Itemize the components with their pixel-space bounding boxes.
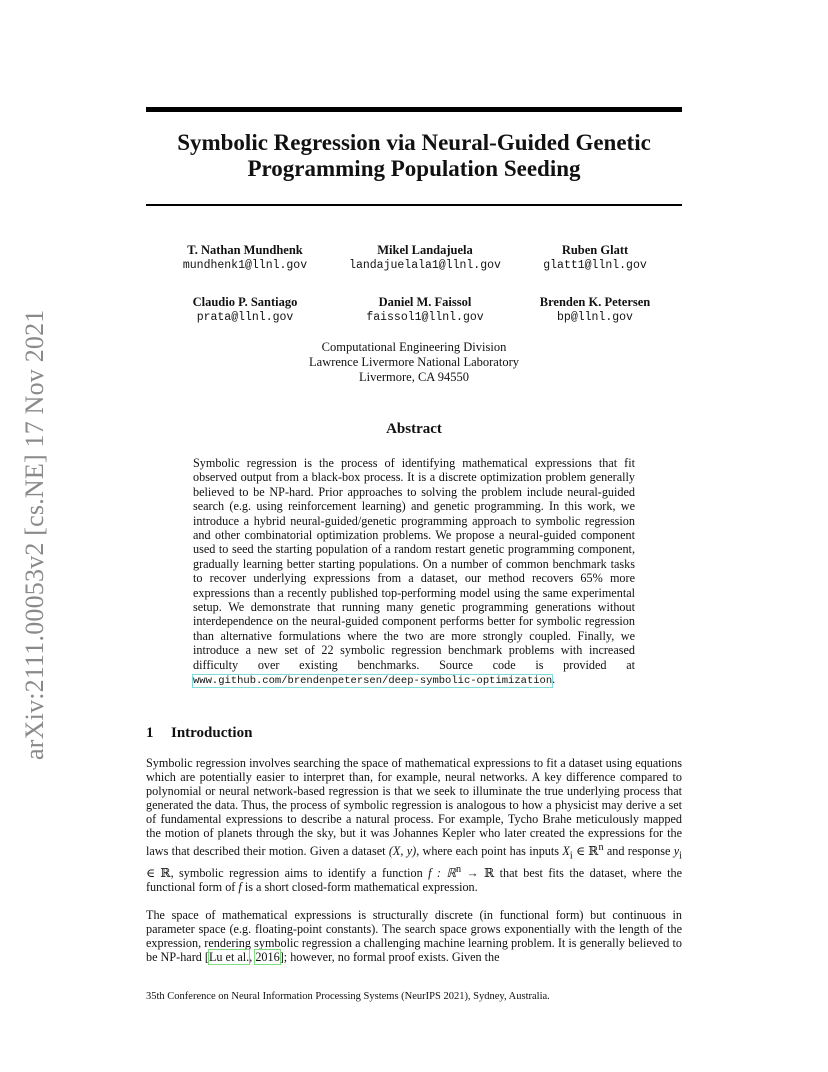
source-code-link[interactable]: www.github.com/brendenpetersen/deep-symbolic-optimization (193, 675, 553, 688)
math-sup: n (598, 841, 604, 853)
conference-footnote: 35th Conference on Neural Information Processing Systems (NeurIPS 2021), Sydney, Australia. (146, 991, 550, 1002)
abstract-end: . (552, 672, 556, 687)
math: ∈ ℝ (572, 843, 599, 858)
affiliation-location: Livermore, CA 94550 (358, 370, 470, 384)
math: (X, y) (388, 843, 417, 858)
title-bottom-rule (146, 204, 682, 206)
text: ]; however, no formal proof exists. Given the (279, 950, 500, 965)
math: X (562, 843, 570, 858)
author-block (165, 294, 325, 326)
author-name: Claudio P. Santiago (192, 295, 298, 309)
author-email: prata@llnl.gov (196, 311, 294, 324)
text: , (249, 950, 256, 965)
math: y (673, 843, 680, 858)
author-email: glatt1@llnl.gov (543, 259, 647, 272)
text: that best fits the dataset, where the functional form of (146, 866, 682, 895)
affiliation-division: Computational Engineering Division (321, 340, 507, 354)
author-block (335, 294, 515, 326)
author-name: Daniel M. Faissol (378, 295, 472, 309)
intro-paragraph-1 (146, 756, 682, 894)
math: f : ℝ (428, 866, 456, 881)
text: Symbolic regression involves searching the space of mathematical expressions to fit a dataset using equations which are potentially easier to interpret than, for example, neural networks. A key difference compared to polynomial or neural network-based regression is that we seek to illuminate the true underlying process that generated the data. Thus, the process of symbolic regression is analogous to how a physicist may derive a set of fundamental expressions to describe a natural process. For example, Tycho Brahe meticulously mapped the motion of planets through the sky, but it was Johannes Kepler who later created the expressions for the laws that described their motion. Given a dataset (146, 756, 682, 858)
author-name: T. Nathan Mundhenk (187, 243, 303, 257)
author-block (510, 294, 680, 326)
title-line-1: Symbolic Regression via Neural-Guided Genetic (177, 130, 651, 155)
author-email: bp@llnl.gov (557, 311, 633, 324)
author-name: Brenden K. Petersen (539, 295, 651, 309)
author-email: faissol1@llnl.gov (366, 311, 484, 324)
author-name: Ruben Glatt (561, 243, 629, 257)
section-number: 1 (146, 725, 154, 741)
abstract-text: Symbolic regression is the process of identifying mathematical expressions that fit observed output from a black-box process. It is a discrete optimization problem generally believed to be NP-hard. Prior approaches to solving the problem include neural-guided search (e.g. using reinforcement learning) and genetic programming. In this work, we introduce a hybrid neural-guided/genetic programming approach to symbolic regression and other combinatorial optimization problems. We propose a neural-guided component used to seed the starting population of a random restart genetic programming component, gradually learning better starting populations. On a number of common benchmark tasks to recover underlying expressions from a dataset, our method recovers 65% more expressions than a recently published top-performing model using the same experimental setup. We demonstrate that running many genetic programming generations without interdependence on the neural-guided component performs better for symbolic regression than alternative formulations where the two are more strongly coupled. Finally, we introduce a new set of 22 symbolic regression benchmark problems with increased difficulty over existing benchmarks. Source code is provided at (193, 456, 635, 672)
section-title: Introduction (171, 725, 253, 741)
text: is a short closed-form mathematical expression. (241, 880, 478, 895)
math: → ℝ (461, 866, 495, 881)
author-block (530, 242, 660, 274)
title-line-2: Programming Population Seeding (247, 156, 581, 181)
section-heading (146, 725, 252, 742)
affiliation-lab: Lawrence Livermore National Laboratory (309, 355, 519, 369)
author-email: landajuelala1@llnl.gov (349, 259, 501, 272)
text: and response (603, 843, 674, 858)
author-block (335, 242, 515, 274)
math-sup: n (456, 864, 462, 876)
author-email: mundhenk1@llnl.gov (182, 259, 308, 272)
author-block (165, 242, 325, 274)
math-sub: i (569, 850, 573, 862)
arxiv-identifier: arXiv:2111.00053v2 [cs.NE] 17 Nov 2021 (20, 309, 49, 760)
text: The space of mathematical expressions is structurally discrete (in functional form) but continuous in parameter space (e.g. floating-point constants). The search space grows exponentially with the length of the expression, rendering symbolic regression a challenging machine learning problem. It is generally believed to be NP-hard [ (146, 908, 682, 965)
citation-link[interactable]: Lu et al. (208, 950, 250, 965)
math-sub: i (679, 850, 682, 862)
abstract-body (193, 456, 635, 689)
author-name: Mikel Landajuela (377, 243, 473, 257)
math: ∈ ℝ (146, 866, 171, 881)
title-top-rule (146, 107, 682, 112)
abstract-heading: Abstract (386, 421, 442, 437)
paper-title (146, 130, 682, 182)
affiliation (146, 340, 682, 385)
math: f (238, 880, 242, 895)
text: , where each point has inputs (416, 843, 563, 858)
citation-link[interactable]: 2016 (255, 950, 280, 965)
intro-paragraph-2 (146, 908, 682, 964)
text: , symbolic regression aims to identify a function (170, 866, 429, 881)
